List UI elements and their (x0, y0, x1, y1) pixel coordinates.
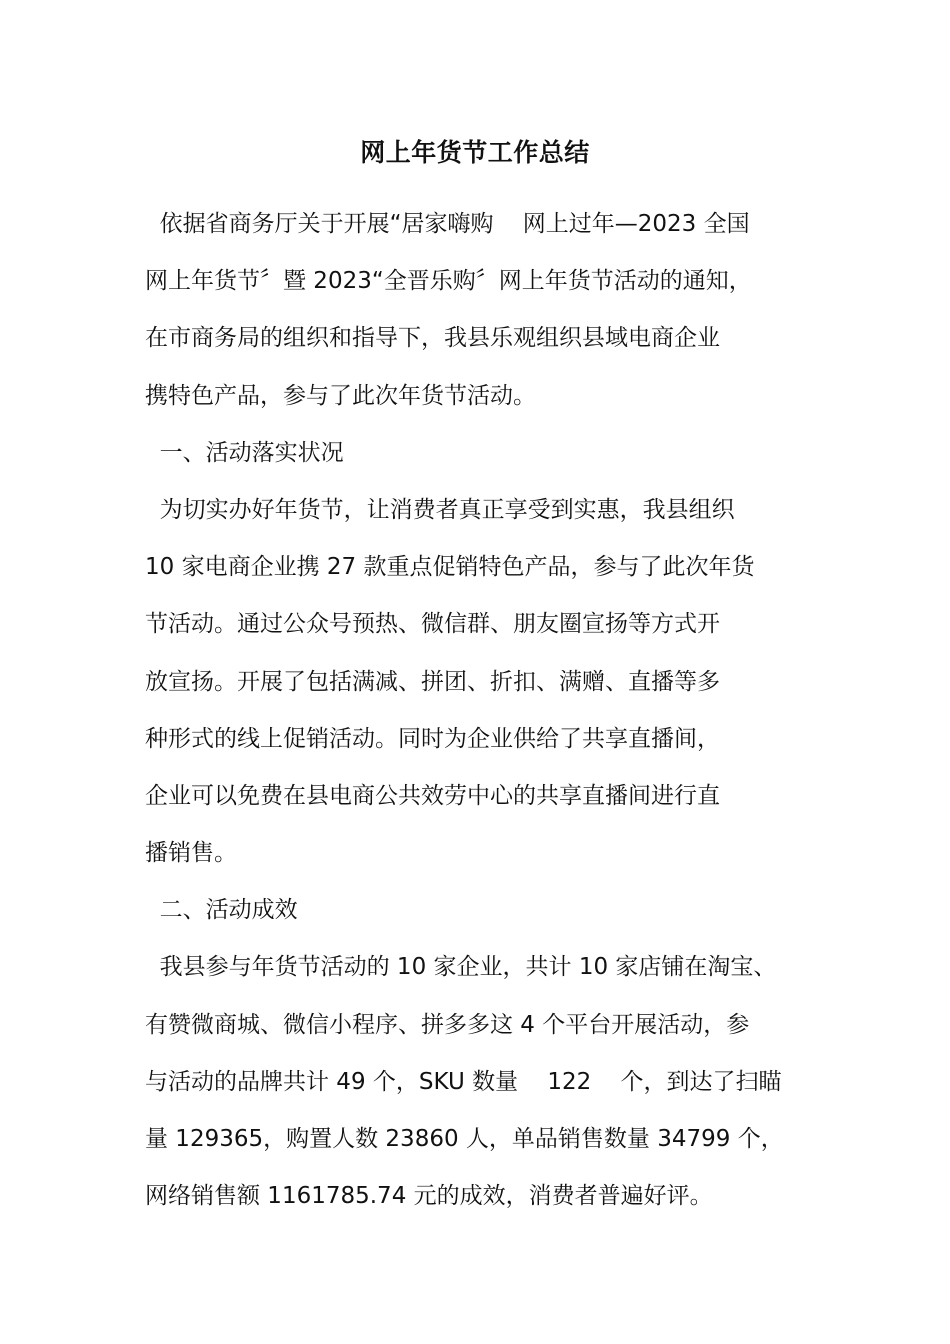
text-line: 企业可以免费在县电商公共效劳中心的共享直播间进行直 (145, 782, 720, 809)
text-line: 10 家电商企业携 27 款重点促销特色产品，参与了此次年货 (145, 554, 755, 581)
text-line: 播销售。 (145, 840, 237, 867)
text-line: 与活动的品牌共计 49 个，SKU 数量 122 个，到达了扫瞄 (145, 1068, 782, 1095)
text-line: 依据省商务厅关于开展“居家嗨购 网上过年—2023 全国 (145, 211, 750, 237)
text-line: 有赞微商城、微信小程序、拼多多这 4 个平台开展活动，参 (145, 1011, 750, 1038)
document-body (145, 196, 835, 1225)
section-heading-2: 二、活动成效 (145, 897, 298, 924)
text-line: 量 129365，购置人数 23860 人，单品销售数量 34799 个， (145, 1126, 784, 1152)
text-line: 我县参与年货节活动的 10 家企业，共计 10 家店铺在淘宝、 (145, 954, 777, 981)
text-line: 节活动。通过公众号预热、微信群、朋友圈宣扬等方式开 (145, 611, 720, 638)
text-line: 网上年货节〞暨 2023“全晋乐购〞网上年货节活动的通知， (145, 268, 752, 295)
text-line: 放宣扬。开展了包括满减、拼团、折扣、满赠、直播等多 (145, 668, 720, 695)
text-line: 为切实办好年货节，让消费者真正享受到实惠，我县组织 (145, 496, 735, 523)
section-heading-1: 一、活动落实状况 (145, 439, 344, 466)
document-title: 网上年货节工作总结 (360, 138, 590, 167)
text-line: 网络销售额 1161785.74 元的成效，消费者普遍好评。 (145, 1183, 713, 1210)
text-line: 在市商务局的组织和指导下，我县乐观组织县域电商企业 (145, 325, 720, 352)
text-line: 种形式的线上促销活动。同时为企业供给了共享直播间， (145, 725, 720, 752)
text-line: 携特色产品，参与了此次年货节活动。 (145, 382, 536, 409)
